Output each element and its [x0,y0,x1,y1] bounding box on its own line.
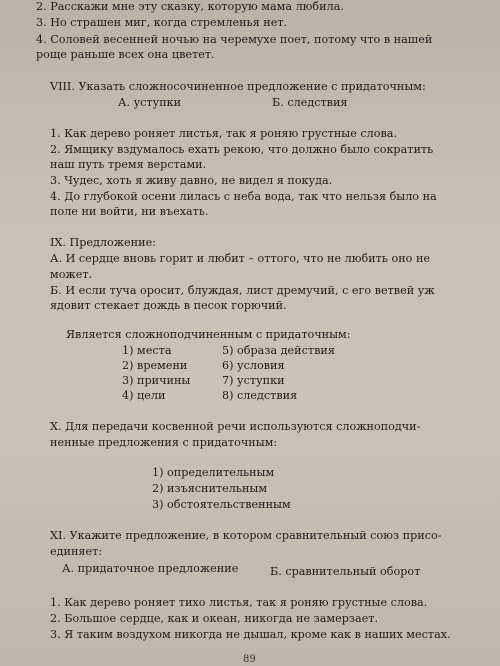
page-number: 89 [243,654,256,665]
q8-heading: VIII. Указать сложносочиненное предложение с придаточным: [50,80,426,93]
q9-option-7: 7) уступки [222,374,285,387]
q8-item-1: 1. Как дерево роняет листья, так я роняю грустные слова. [50,127,398,140]
q8-item-4-cont: поле ни войти, ни въехать. [50,205,209,218]
top-item-4-cont: роще раньше всех она цветет. [36,48,215,61]
q8-item-3: 3. Чудес, хоть я живу давно, не видел я покуда. [50,174,333,187]
q9-option-8: 8) следствия [222,389,298,402]
q9-subheading: Является сложноподчиненным с придаточным: [66,328,351,341]
q11-item-3: 3. Я таким воздухом никогда не дышал, кроме как в наших местах. [50,628,451,641]
q9-option-4: 4) цели [122,389,166,402]
q10-option-3: 3) обстоятельственным [152,498,291,511]
q9-b-line-2: ядовит стекает дождь в песок горючий. [50,299,287,312]
q8-item-4: 4. До глубокой осени лилась с неба вода, так что нельзя было на [50,190,437,203]
q11-item-2: 2. Большое сердце, как и океан, никогда не замерзает. [50,612,379,625]
q9-option-6: 6) условия [222,359,285,372]
top-item-2: 2. Расскажи мне эту сказку, которую мама любила. [36,0,344,13]
q11-option-a: А. придаточное предложение [62,562,239,575]
top-item-3: 3. Но страшен миг, когда стремленья нет. [36,16,288,29]
q10-option-2: 2) изъяснительным [152,482,268,495]
q8-item-2-cont: наш путь тремя верстами. [50,158,207,171]
q9-a-line-1: А. И сердце вновь горит и любит – оттого, что не любить оно не [50,252,431,265]
q11-heading-1: XI. Укажите предложение, в котором сравнительный союз присо- [50,529,442,542]
q10-heading-1: X. Для передачи косвенной речи используются сложноподчи- [50,420,421,433]
q9-option-5: 5) образа действия [222,344,335,357]
q10-option-1: 1) определительным [152,466,275,479]
q9-option-1: 1) места [122,344,172,357]
q8-option-b: Б. следствия [272,96,348,109]
q9-b-line-1: Б. И если туча оросит, блуждая, лист дремучий, с его ветвей уж [50,284,435,297]
q9-option-2: 2) времени [122,359,188,372]
q11-option-b: Б. сравнительный оборот [270,565,421,578]
q8-option-a: А. уступки [118,96,182,109]
q9-a-line-2: может. [50,268,93,281]
q11-item-1: 1. Как дерево роняет тихо листья, так я роняю грустные слова. [50,596,428,609]
q10-heading-2: ненные предложения с придаточным: [50,436,278,449]
q9-heading: IX. Предложение: [50,236,156,249]
q8-item-2: 2. Ямщику вздумалось ехать рекою, что должно было сократить [50,143,434,156]
q11-heading-2: единяет: [50,545,103,558]
q9-option-3: 3) причины [122,374,191,387]
top-item-4: 4. Соловей весенней ночью на черемухе поет, потому что в нашей [36,33,433,46]
